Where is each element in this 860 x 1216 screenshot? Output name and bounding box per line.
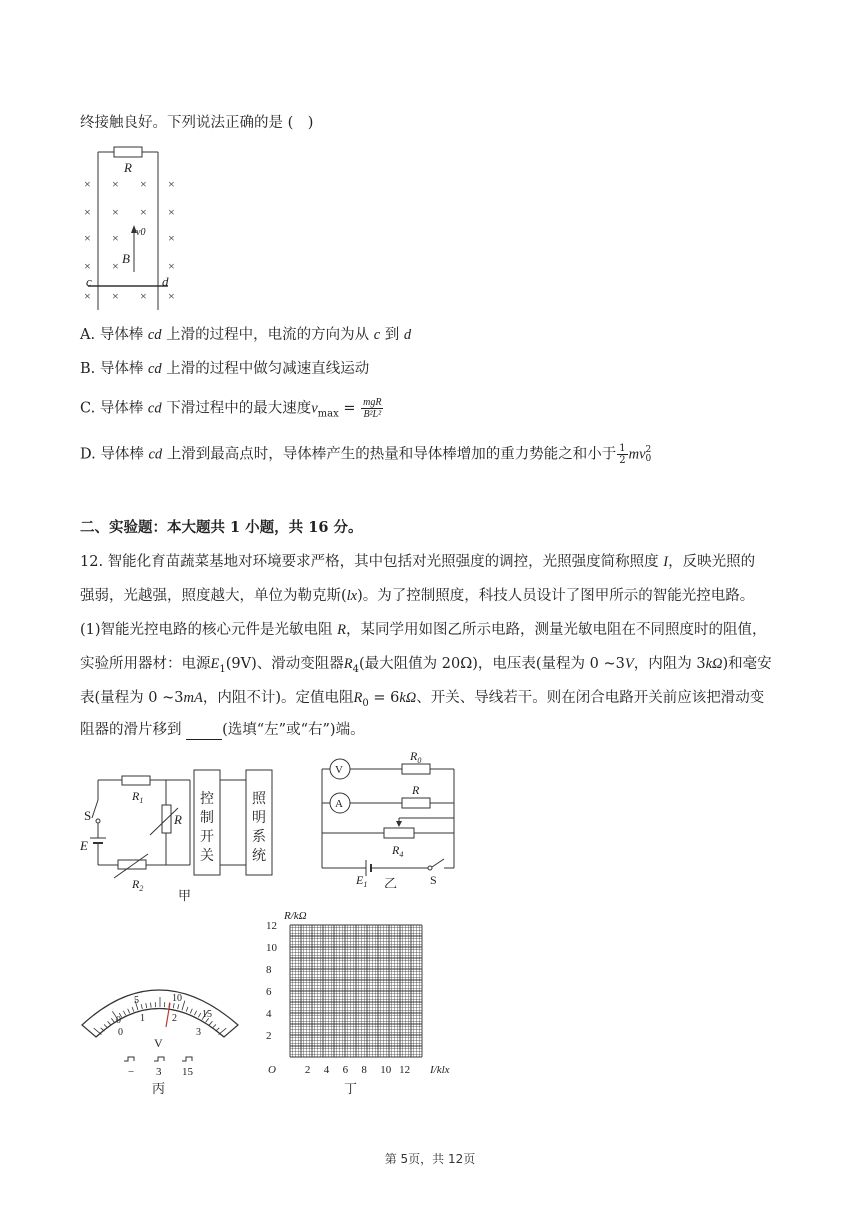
q12-line-1: 12. 智能化育苗蔬菜基地对环境要求严格，其中包括对光照强度的调控，光照强度简称照度 I，反映光照的 [80, 554, 756, 570]
q12-line-6: 阻器的滑片移到 (选填“左”或“右”)端。 [80, 722, 365, 738]
svg-text:0: 0 [116, 1015, 121, 1026]
ding-ylabel: R/kΩ [284, 910, 307, 922]
q12-line-3: (1)智能光控电路的核心元件是光敏电阻 R，某同学用如图乙所示电路，测量光敏电阻在不同照度时的阻值， [80, 622, 767, 638]
option-d[interactable]: D. 导体棒 cd 上滑到最高点时，导体棒产生的热量和导体棒增加的重力势能之和小于 $\frac{1}{2}$ mv 2 0 [80, 443, 652, 466]
svg-text:R1: $R_1$ [132, 789, 144, 805]
y-tick-label: 12 [266, 920, 277, 932]
resistor-R-label: R [124, 160, 132, 175]
svg-text:S: S [84, 808, 92, 823]
caption-bing: 丙 [152, 1081, 166, 1096]
graph-grid [290, 925, 422, 1057]
q11-stem-tail: 终接触良好。下列说法正确的是 ( ) [80, 115, 314, 131]
caption-ding: 丁 [344, 1081, 358, 1096]
svg-text:5: 5 [134, 995, 139, 1006]
q11-figure [78, 140, 188, 310]
field-cross: × [168, 205, 175, 219]
field-cross: × [140, 205, 147, 219]
svg-text:R0: $R_0$ [410, 749, 422, 765]
caption-yi: 乙 [384, 876, 398, 888]
point-c-label: c [86, 274, 92, 289]
x-tick-label: 10 [380, 1064, 392, 1076]
figure-ding [262, 905, 472, 1105]
svg-text:控: 控 [200, 792, 214, 807]
figure-jia [78, 760, 288, 905]
svg-text:S: S [430, 873, 437, 887]
svg-text:−: − [128, 1066, 135, 1078]
field-cross: × [112, 231, 119, 245]
field-cross: × [140, 177, 147, 191]
option-b[interactable]: B. 导体棒 cd 上滑的过程中做匀减速直线运动 [80, 361, 370, 377]
q12-line-2: 强弱，光越强，照度越大，单位为勒克斯(lx)。为了控制照度，科技人员设计了图甲所示的智能光控电路。 [80, 588, 755, 604]
q12-line-4: 实验所用器材：电源$E_1(9V)$、滑动变阻器$R_4$(最大阻值为 20Ω)，电压表(量程为 0 ~3V，内阻为 3kΩ)和毫安 [80, 656, 772, 675]
ding-xlabel: I/klx [430, 1064, 450, 1076]
svg-text:照: 照 [252, 792, 266, 807]
svg-text:V: V [335, 764, 343, 776]
svg-text:1: 1 [140, 1013, 145, 1024]
field-cross: × [168, 259, 175, 273]
field-cross: × [140, 289, 147, 303]
y-tick-label: 10 [266, 942, 277, 954]
x-tick-label: 2 [304, 1064, 311, 1076]
field-cross: × [168, 231, 175, 245]
svg-text:E1: $E_1$ [356, 873, 368, 888]
svg-text:明: 明 [252, 811, 266, 826]
svg-text:3: 3 [156, 1066, 162, 1078]
field-cross: × [84, 177, 91, 191]
q12-line-5: 表(量程为 0 ~3mA，内阻不计)。定值电阻$R_0 = 6k\Omega$、开关、导线若干。则在闭合电路开关前应该把滑动变 [80, 690, 765, 709]
svg-text:R4: $R_4$ [392, 843, 404, 859]
svg-text:关: 关 [200, 849, 214, 864]
answer-blank[interactable] [186, 725, 222, 740]
field-cross: × [112, 205, 119, 219]
option-a[interactable]: A. 导体棒 cd 上滑的过程中，电流的方向为从 c 到 d [80, 327, 412, 343]
svg-text:V: V [154, 1036, 163, 1050]
svg-text:R: R [412, 783, 420, 797]
v0-label: v0 [136, 227, 146, 238]
svg-text:开: 开 [200, 830, 214, 845]
x-tick-label: 12 [399, 1064, 411, 1076]
field-cross: × [168, 289, 175, 303]
figure-yi [318, 748, 468, 888]
svg-text:O: O [268, 1064, 276, 1076]
svg-text:15: 15 [202, 1009, 212, 1020]
field-cross: × [168, 177, 175, 191]
y-tick-label: 2 [266, 1030, 272, 1042]
field-B-label: B [122, 251, 130, 266]
y-tick-label: 6 [266, 986, 272, 998]
x-tick-label: 4 [323, 1064, 330, 1076]
section-heading: 二、实验题：本大题共 1 小题，共 16 分。 [80, 519, 363, 536]
svg-text:3: 3 [196, 1027, 201, 1038]
page-footer: 第 5页，共 12页 [384, 1152, 476, 1166]
y-tick-label: 8 [266, 964, 272, 976]
svg-text:10: 10 [172, 993, 182, 1004]
field-cross: × [112, 177, 119, 191]
svg-text:制: 制 [200, 811, 214, 826]
point-d-label: d [162, 274, 169, 289]
svg-text:R2: $R_2$ [132, 877, 144, 893]
svg-text:系: 系 [252, 830, 266, 845]
svg-text:E: E [80, 838, 88, 853]
svg-text:0: 0 [118, 1027, 123, 1038]
x-tick-label: 8 [361, 1064, 367, 1076]
y-tick-label: 4 [266, 1008, 272, 1020]
figure-bing [78, 965, 243, 1100]
caption-jia: 甲 [178, 888, 192, 903]
x-tick-label: 6 [342, 1064, 349, 1076]
field-cross: × [112, 289, 119, 303]
svg-text:统: 统 [252, 849, 266, 864]
svg-text:2: 2 [172, 1013, 177, 1024]
field-cross: × [112, 259, 119, 273]
field-cross: × [84, 231, 91, 245]
svg-text:R: R [174, 812, 182, 827]
field-cross: × [84, 205, 91, 219]
svg-text:A: A [335, 798, 343, 810]
option-c[interactable]: C. 导体棒 cd 下滑过程中的最大速度$v_{max}$ = $\frac{\text{mgR}}{\text{B²L²}}$ [80, 397, 382, 420]
svg-text:15: 15 [182, 1066, 193, 1078]
field-cross: × [84, 289, 91, 303]
field-cross: × [84, 259, 91, 273]
